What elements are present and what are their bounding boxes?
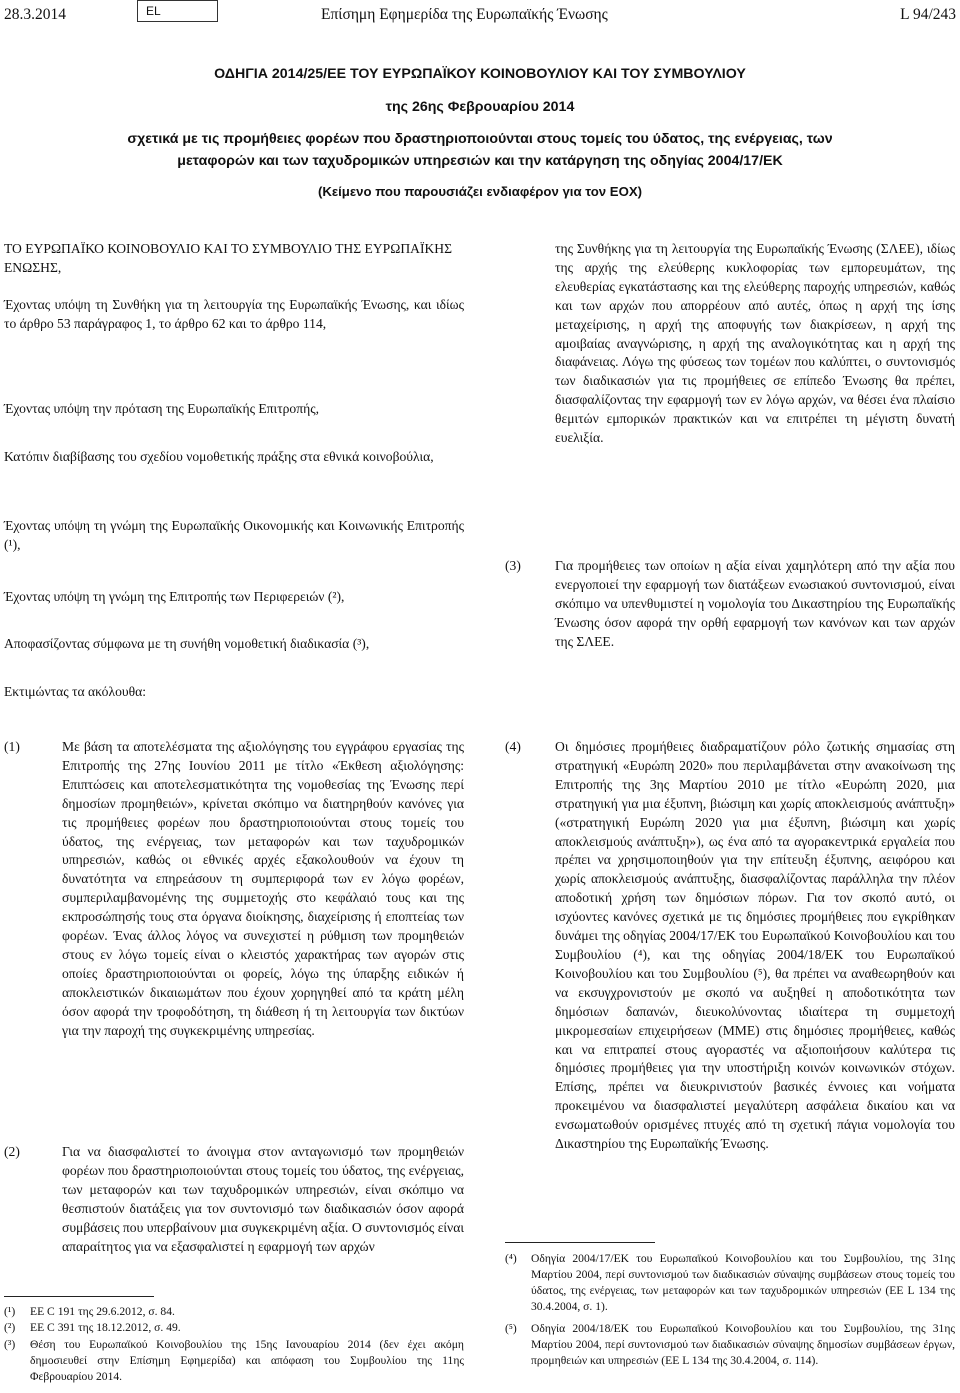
journal-title: Επίσημη Εφημερίδα της Ευρωπαϊκής Ένωσης (321, 6, 608, 23)
directive-title: ΟΔΗΓΙΑ 2014/25/ΕΕ ΤΟΥ ΕΥΡΩΠΑΪΚΟΥ ΚΟΙΝΟΒΟΥΛΙΟΥ ΚΑΙ ΤΟΥ ΣΥΜΒΟΥΛΙΟΥ (214, 66, 746, 82)
footnote-5-number: (⁵) (505, 1322, 517, 1335)
recital-2-number: (2) (4, 1144, 20, 1159)
directive-subject-line-2: μεταφορών και των ταχυδρομικών υπηρεσιών και την κατάργηση της οδηγίας 2004/17/ΕΚ (177, 153, 783, 169)
directive-subject-line-1: σχετικά με τις προμήθειες φορέων που δραστηριοποιούνται στους τομείς του ύδατος, της ενέργειας, των (127, 131, 833, 147)
header-date: 28.3.2014 (4, 6, 66, 23)
preamble-institutions: ΤΟ ΕΥΡΩΠΑΪΚΟ ΚΟΙΝΟΒΟΥΛΙΟ ΚΑΙ ΤΟ ΣΥΜΒΟΥΛΙΟ ΤΗΣ ΕΥΡΩΠΑΪΚΗΣ ΕΝΩΣΗΣ, (4, 241, 453, 275)
preamble-transmission: Κατόπιν διαβίβασης του σχεδίου νομοθετικής πράξης στα εθνικά κοινοβούλια, (4, 449, 434, 464)
preamble-esc-opinion: Έχοντας υπόψη τη γνώμη της Ευρωπαϊκής Οικονομικής και Κοινωνικής Επιτροπής (¹), (4, 518, 464, 552)
recital-4-text: Οι δημόσιες προμήθειες διαδραματίζουν ρόλο ζωτικής σημασίας στη στρατηγική «Ευρώπη 2020» που περιλαμβάνεται στην ανακοίνωση της Επιτροπής της 3ης Μαρτίου 2010 με τίτλο «Ευρώπη 2020, μια στρατηγική για μια έξυπνη, βιώσιμη και χωρίς αποκλεισμούς ανάπτυξη» («στρατηγική Ευρώπη 2020 για μια έξυπνη, βιώσιμη και χωρίς αποκλεισμούς ανάπτυξη»), ως ένα από τα αγορακεντρικά εργαλεία που πρέπει να χρησιμοποιηθούν για την επίτευξη έξυπνης, αειφόρου και χωρίς αποκλεισμούς ανάπτυξης, διασφαλίζοντας παράλληλα την πλέον αποδοτική χρήση των δημόσιων πόρων. Για τον σκοπό αυτό, οι ισχύοντες κανόνες σχετικά με τις δημόσιες προμήθειες που εγκρίθηκαν δυνάμει της οδηγίας 2004/17/ΕΚ του Ευρωπαϊκού Κοινοβουλίου και του Συμβουλίου (⁴), και της οδηγίας 2004/18/ΕΚ του Ευρωπαϊκού Κοινοβουλίου και του Συμβουλίου (⁵), θα πρέπει να αναθεωρηθούν και να εκσυγχρονιστούν με σκοπό να αυξηθεί η αποδοτικότητα των δημόσιων δαπανών, διευκολύνοντας ιδιαίτερα τη συμμετοχή μικρομεσαίων επιχειρήσεων (ΜΜΕ) στις δημόσιες προμήθειες, καθώς και να επιτραπεί στους αγοραστές να αξιοποιήσουν καλύτερα τις δημόσιες προμήθειες για την υποστήριξη κοινών κοινωνικών στόχων. Επίσης, πρέπει να διευκρινιστούν βασικές έννοιες και νοήματα προκειμένου να διασφαλιστεί μεγαλύτερη ασφάλεια δικαίου και να ενσωματωθούν ορισμένες πτυχές από τη σχετική πάγια νομολογία του Δικαστηρίου της Ευρωπαϊκής Ένωσης. (555, 739, 955, 1152)
footnote-1-number: (¹) (4, 1305, 16, 1318)
footnote-divider-right (505, 1242, 655, 1243)
footnote-3-text: Θέση του Ευρωπαϊκού Κοινοβουλίου της 15ης Ιανουαρίου 2014 (δεν έχει ακόμη δημοσιευθεί στην Επίσημη Εφημερίδα) και απόφαση του Συμβουλίου της 11ης Φεβρουαρίου 2014. (30, 1338, 464, 1383)
directive-date: της 26ης Φεβρουαρίου 2014 (385, 99, 575, 115)
page-reference: L 94/243 (900, 6, 956, 23)
footnote-2-text: ΕΕ C 391 της 18.12.2012, σ. 49. (30, 1321, 181, 1334)
recital-3-number: (3) (505, 558, 521, 573)
preamble-procedure: Αποφασίζοντας σύμφωνα με τη συνήθη νομοθετική διαδικασία (³), (4, 636, 370, 651)
preamble-cor-opinion: Έχοντας υπόψη τη γνώμη της Επιτροπής των Περιφερειών (²), (4, 589, 345, 604)
preamble-treaty: Έχοντας υπόψη τη Συνθήκη για τη λειτουργία της Ευρωπαϊκής Ένωσης, και ιδίως το άρθρο 53 παράγραφος 1, το άρθρο 62 και το άρθρο 114, (4, 297, 464, 331)
recital-1-number: (1) (4, 739, 20, 754)
eea-relevance-note: (Κείμενο που παρουσιάζει ενδιαφέρον για τον ΕΟΧ) (317, 184, 643, 199)
language-badge: EL (137, 0, 218, 22)
recital-3-text: Για προμήθειες των οποίων η αξία είναι χαμηλότερη από την αξία που ενεργοποιεί την εφαρμογή των διατάξεων ενωσιακού συντονισμού, είναι σκόπιμο να υπενθυμιστεί η νομολογία του Δικαστηρίου της Ευρωπαϊκής Ένωσης όσον αφορά την ορθή εφαρμογή των κανόνων και των αρχών της ΣΛΕΕ. (555, 558, 955, 649)
preamble-proposal: Έχοντας υπόψη την πρόταση της Ευρωπαϊκής Επιτροπής, (4, 401, 319, 416)
footnote-4-number: (⁴) (505, 1252, 517, 1265)
preamble-whereas: Εκτιμώντας τα ακόλουθα: (4, 684, 147, 699)
footnote-4-text: Οδηγία 2004/17/ΕΚ του Ευρωπαϊκού Κοινοβουλίου και του Συμβουλίου, της 31ης Μαρτίου 2004, περί συντονισμού των διαδικασιών σύναψης συμβάσεων στους τομείς του ύδατος, της ενέργειας, των μεταφορών και των ταχυδρομικών υπηρεσιών (ΕΕ L 134 της 30.4.2004, σ. 1). (531, 1252, 955, 1313)
recital-continuation: της Συνθήκης για τη λειτουργία της Ευρωπαϊκής Ένωσης (ΣΛΕΕ), ιδίως της αρχής της ελεύθερης κυκλοφορίας των εμπορευμάτων, της ελευθερίας εγκατάστασης και της ελεύθερης παροχής υπηρεσιών, καθώς και των αρχών που απορρέουν από αυτές, όπως η αρχή της ίσης μεταχείρισης, η αρχή της αποφυγής των διακρίσεων, η αρχή της αμοιβαίας αναγνώρισης, η αρχή της αναλογικότητας και η αρχή της διαφάνειας. Λόγω της φύσεως των τομέων που καλύπτει, ο συντονισμός των διαδικασιών για τις προμήθειες σε επίπεδο Ένωσης θα πρέπει, διασφαλίζοντας την εφαρμογή των εν λόγω αρχών, να θέσει ένα πλαίσιο θεμιτών εμπορικών πρακτικών και να επιτρέπει τη μέγιστη δυνατή ευελιξία. (555, 241, 955, 446)
footnote-3-number: (³) (4, 1338, 16, 1351)
footnote-2-number: (²) (4, 1321, 16, 1334)
footnote-1-text: ΕΕ C 191 της 29.6.2012, σ. 84. (30, 1305, 175, 1318)
recital-4-number: (4) (505, 739, 521, 754)
recital-1-text: Με βάση τα αποτελέσματα της αξιολόγησης του εγγράφου εργασίας της Επιτροπής της 27ης Ιουνίου 2011 με τίτλο «Έκθεση αξιολόγησης: Επιπτώσεις και αποτελεσματικότητα της νομοθεσίας της Ένωσης περί δημοσίων προμηθειών», κρίνεται σκόπιμο να διατηρηθούν κανόνες για τις προμήθειες φορέων που δραστηριοποιούνται στους τομείς του ύδατος, της ενέργειας, των μεταφορών και των ταχυδρομικών υπηρεσιών, καθώς οι εθνικές αρχές εξακολουθούν να έχουν τη δυνατότητα να επηρεάσουν τη συμπεριφορά των εν λόγω φορέων, συμπεριλαμβανομένης της συμμετοχής στο κεφάλαιό τους και της εκπροσώπησής τους στα όργανα διοίκησης, διαχείρισης ή εποπτείας των φορέων. Ένας άλλος λόγος να συνεχιστεί η ρύθμιση των προμηθειών στους εν λόγω τομείς είναι ο κλειστός χαρακτήρας των αγορών στις οποίες δραστηριοποιούνται οι φορείς, λόγω της ύπαρξης ειδικών ή αποκλειστικών δικαιωμάτων που έχουν χορηγηθεί από τα κράτη μέλη όσον αφορά την τροφοδότηση, τη διάθεση ή τη λειτουργία των δικτύων για την παροχή της συγκεκριμένης υπηρεσίας. (62, 739, 464, 1038)
footnote-5-text: Οδηγία 2004/18/ΕΚ του Ευρωπαϊκού Κοινοβουλίου και του Συμβουλίου, της 31ης Μαρτίου 2004, περί συντονισμού των διαδικασιών σύναψης δημοσίων συμβάσεων έργων, προμηθειών και υπηρεσιών (ΕΕ L 134 της 30.4.2004, σ. 114). (531, 1322, 955, 1367)
footnote-divider-left (4, 1296, 154, 1297)
recital-2-text: Για να διασφαλιστεί το άνοιγμα στον ανταγωνισμό των προμηθειών φορέων που δραστηριοποιούνται στους τομείς του ύδατος, της ενέργειας, των μεταφορών και των ταχυδρομικών υπηρεσιών, είναι σκόπιμο να θεσπιστούν διατάξεις για τον συντονισμό των διαδικασιών όσον αφορά συμβάσεις που υπερβαίνουν μια συγκεκριμένη αξία. Ο συντονισμός είναι απαραίτητος για να εξασφαλιστεί η εφαρμογή των αρχών (62, 1144, 464, 1254)
